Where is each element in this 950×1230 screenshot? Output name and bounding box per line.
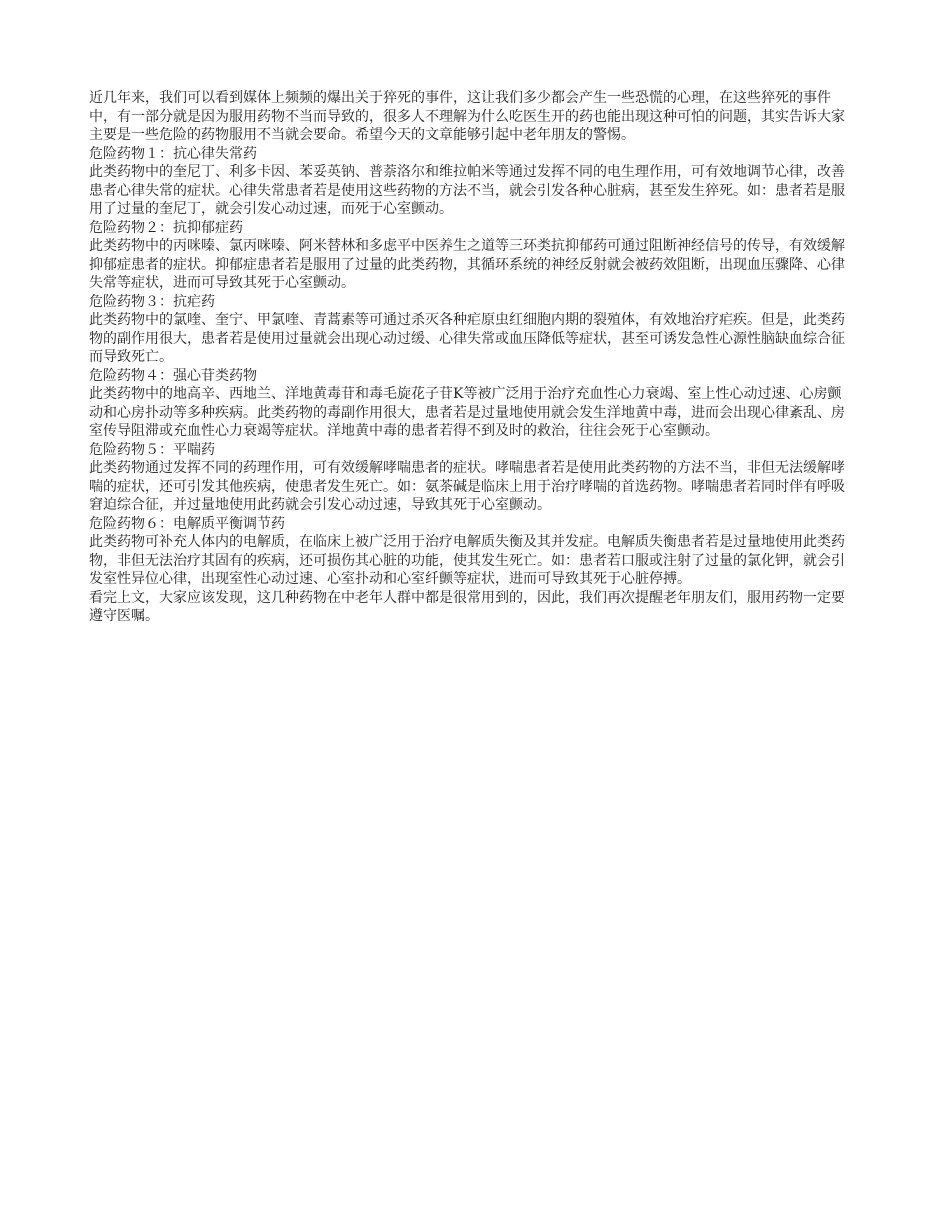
section-heading-6: 危险药物６：电解质平衡调节药: [89, 515, 285, 532]
section-body-5: 此类药物通过发挥不同的药理作用，可有效缓解哮喘患者的症状。哮喘患者若是使用此类药物的方法不当，非但无法缓解哮喘的症状，还可引发其他疾病，使患者发生死亡。如：氨茶碱是临床上用于治疗哮喘的首选药物。哮喘患者若同时伴有呼吸窘迫综合征，并过量地使用此药就会引发心动过速，导致其死于心室颤动。: [89, 460, 845, 513]
section-body-4: 此类药物中的地高辛、西地兰、洋地黄毒苷和毒毛旋花子苷K等被广泛用于治疗充血性心力衰竭、室上性心动过速、心房颤动和心房扑动等多种疾病。此类药物的毒副作用很大，患者若是过量地使用就会发生洋地黄中毒，进而会出现心律紊乱、房室传导阻滞或充血性心力衰竭等症状。洋地黄中毒的患者若得不到及时的救治，往往会死于心室颤动。: [89, 386, 845, 439]
section-heading-1: 危险药物１：抗心律失常药: [89, 145, 257, 162]
section-heading-3: 危险药物３：抗疟药: [89, 293, 215, 310]
conclusion-paragraph: 看完上文，大家应该发现，这几种药物在中老年人群中都是很常用到的，因此，我们再次提醒老年朋友们，服用药物一定要遵守医嘱。: [89, 589, 845, 624]
intro-paragraph: 近几年来，我们可以看到媒体上频频的爆出关于猝死的事件，这让我们多少都会产生一些恐慌的心理，在这些猝死的事件中，有一部分就是因为服用药物不当而导致的，很多人不理解为什么吃医生开的药也能出现这种可怕的问题，其实告诉大家主要是一些危险的药物服用不当就会要命。希望今天的文章能够引起中老年朋友的警惕。: [89, 90, 845, 143]
section-heading-4: 危险药物４：强心苷类药物: [89, 367, 257, 384]
section-body-2: 此类药物中的丙咪嗪、氯丙咪嗪、阿米替林和多虑平中医养生之道等三环类抗抑郁药可通过阻断神经信号的传导，有效缓解抑郁症患者的症状。抑郁症患者若是服用了过量的此类药物，其循环系统的神经反射就会被药效阻断，出现血压骤降、心律失常等症状，进而可导致其死于心室颤动。: [89, 238, 845, 291]
document-body: [89, 89, 853, 626]
section-body-1: 此类药物中的奎尼丁、利多卡因、苯妥英钠、普萘洛尔和维拉帕米等通过发挥不同的电生理作用，可有效地调节心律，改善患者心律失常的症状。心律失常患者若是使用这些药物的方法不当，就会引发各种心脏病，甚至发生猝死。如：患者若是服用了过量的奎尼丁，就会引发心动过速，而死于心室颤动。: [89, 164, 845, 217]
section-heading-5: 危险药物５：平喘药: [89, 441, 215, 458]
section-body-6: 此类药物可补充人体内的电解质，在临床上被广泛用于治疗电解质失衡及其并发症。电解质失衡患者若是过量地使用此类药物，非但无法治疗其固有的疾病，还可损伤其心脏的功能，使其发生死亡。如：患者若口服或注射了过量的氯化钾，就会引发室性异位心律，出现室性心动过速、心室扑动和心室纤颤等症状，进而可导致其死于心脏停搏。: [89, 534, 845, 587]
section-body-3: 此类药物中的氯喹、奎宁、甲氯喹、青蒿素等可通过杀灭各种疟原虫红细胞内期的裂殖体，有效地治疗疟疾。但是，此类药物的副作用很大，患者若是使用过量就会出现心动过缓、心律失常或血压降低等症状，甚至可诱发急性心源性脑缺血综合征而导致死亡。: [89, 312, 845, 365]
section-heading-2: 危险药物２：抗抑郁症药: [89, 219, 243, 236]
